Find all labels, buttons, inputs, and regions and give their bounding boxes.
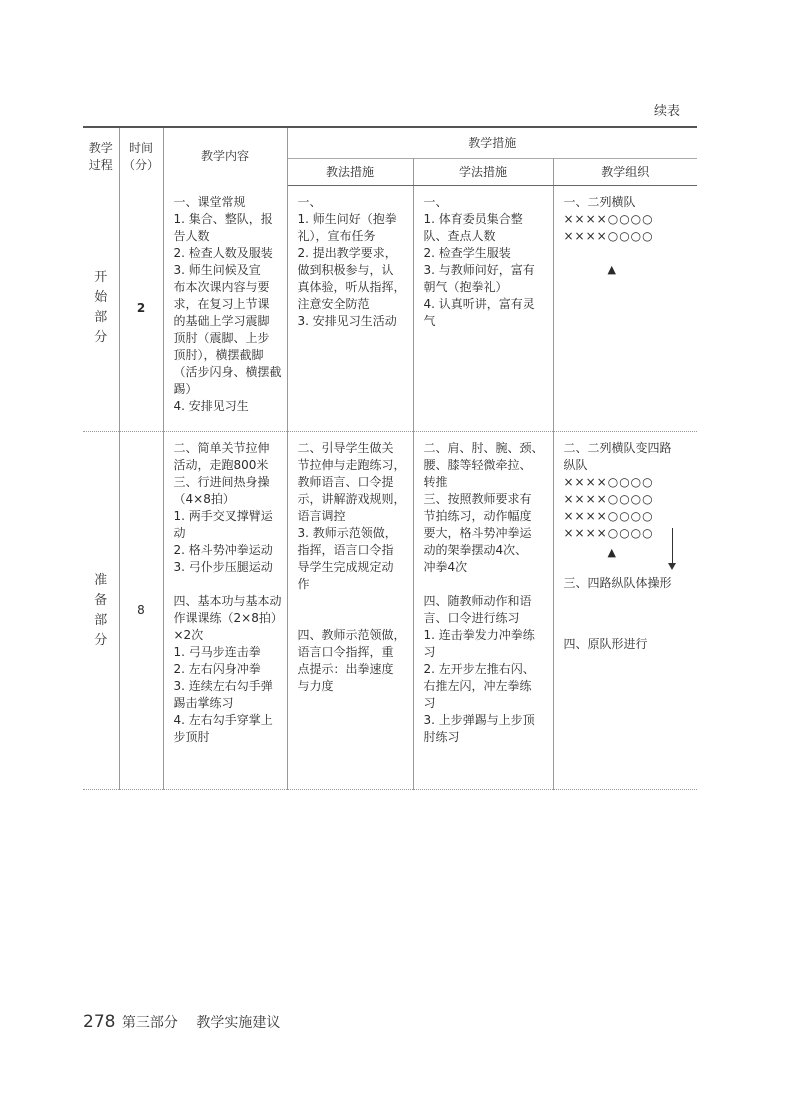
formation-line: ××××○○○○ (563, 492, 654, 506)
formation-line: ××××○○○○ (563, 475, 654, 489)
org-step4: 四、原队形进行 (563, 637, 648, 651)
page-number: 278 (83, 1012, 116, 1032)
formation-line: ××××○○○○ (563, 229, 654, 243)
teach-cell: 一、 1. 师生问好（抱拳 礼），宣布任务 2. 提出教学要求， 做到积极参与，认 真体验，听从指挥， 注意安全防范 3. 安排见习生活动 (287, 186, 413, 432)
header-time: 时间 （分） (119, 127, 163, 186)
down-arrow-icon (672, 528, 673, 564)
table-row (83, 432, 697, 790)
lesson-plan-table (83, 126, 697, 790)
time-cell: 8 (119, 432, 163, 790)
formation-line: ××××○○○○ (563, 526, 654, 540)
page-footer (83, 1012, 280, 1032)
learn-cell: 一、 1. 体育委员集合整 队、查点人数 2. 检查学生服装 3. 与教师问好，富有 朝气（抱拳礼） 4. 认真听讲，富有灵 气 (413, 186, 553, 432)
stage-cell: 开 始 部 分 (83, 186, 119, 432)
header-measures: 教学措施 (287, 127, 697, 159)
time-cell: 2 (119, 186, 163, 432)
stage-cell: 准 备 部 分 (83, 432, 119, 790)
org-title: 一、二列横队 (563, 195, 636, 209)
teach-cell: 二、引导学生做关 节拉伸与走跑练习， 教师语言、口令提 示，讲解游戏规则， 语言调控 3. 教师示范领做， 指挥，语言口令指 导学生完成规定动 作 四、教师示范领做， 语言口令指挥，重 点提示：出拳速度 与力度 (287, 432, 413, 790)
learn-cell: 二、肩、肘、腕、颈、 腰、膝等轻微牵拉、 转推 三、按照教师要求有 节拍练习，动作幅度 要大，格斗势冲拳运 动的架拳摆动4次、 冲拳4次 四、随教师动作和语 言、口令进行练习 1. 连击拳发力冲拳练 习 2. 左开步左推右闪、 右推左闪，冲左拳练 习 3. 上步弹踢与上步顶 肘练习 (413, 432, 553, 790)
org-cell (553, 186, 697, 432)
table-row (83, 186, 697, 432)
teacher-marker-icon: ▲ (607, 546, 616, 559)
header-learn: 学法措施 (413, 159, 553, 186)
header-process: 教学 过程 (83, 127, 119, 186)
header-teach: 教法措施 (287, 159, 413, 186)
header-content: 教学内容 (163, 127, 287, 186)
continued-label: 续表 (653, 104, 680, 119)
content-cell: 二、简单关节拉伸 活动，走跑800米 三、行进间热身操 （4×8拍） 1. 两手交叉撑臂运 动 2. 格斗势冲拳运动 3. 弓仆步压腿运动 四、基本功与基本动 作课课练（2×8拍） ×2次 1. 弓马步连击拳 2. 左右闪身冲拳 3. 连续左右勾手弹 踢击掌练习 4. 左右勾手穿掌上 步顶肘 (163, 432, 287, 790)
org-title: 二、二列横队变四路 (563, 441, 672, 455)
formation-line: ××××○○○○ (563, 212, 654, 226)
teacher-marker-icon: ▲ (607, 263, 616, 276)
org-cell: 二、二列横队变四路 纵队 ××××○○○○ ××××○○○○ ××××○○○○ ××××○○○○ ▲ 三、四路纵队体操形 四、原队形进行 (553, 432, 697, 790)
footer-title: 教学实施建议 (196, 1015, 281, 1031)
org-step3: 三、四路纵队体操形 (563, 576, 672, 590)
footer-part: 第三部分 (121, 1015, 178, 1031)
header-org: 教学组织 (553, 159, 697, 186)
content-cell: 一、课堂常规 1. 集合、整队，报 告人数 2. 检查人数及服装 3. 师生问候及宣 布本次课内容与要 求，在复习上节课 的基础上学习震脚 顶肘（震脚、上步 顶肘），横摆截脚 （活步闪身、横摆截 踢） 4. 安排见习生 (163, 186, 287, 432)
formation-line: ××××○○○○ (563, 509, 654, 523)
